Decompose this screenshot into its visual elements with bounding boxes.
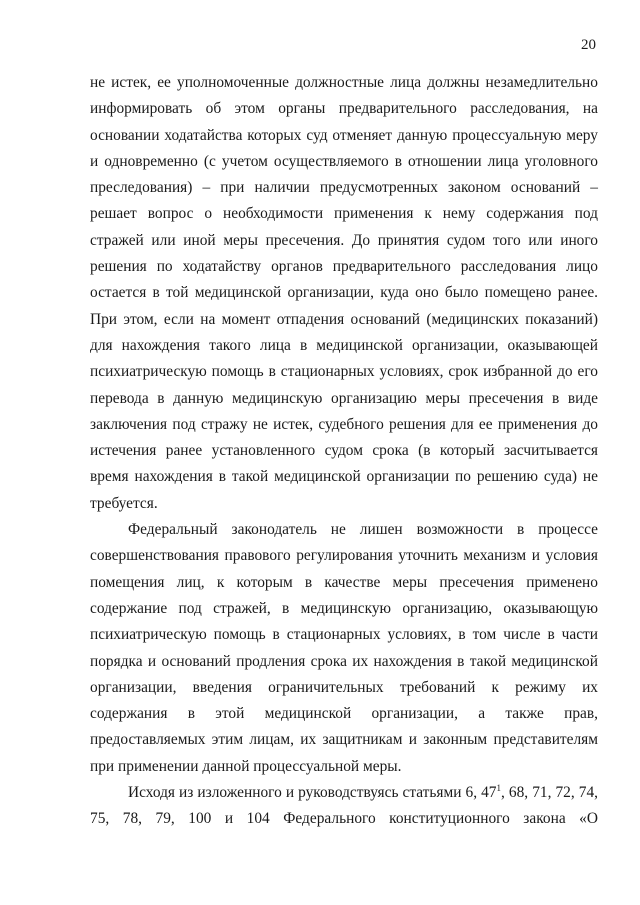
page-number: 20 [581,37,596,53]
resolution-text-end: , 68, 71, 72, 74, 75, 78, 79, 100 и 104 Федерального конституционного закона «О [90,784,598,828]
paragraph-resolution-start [90,780,598,833]
paragraph-legislator: Федеральный законодатель не лишен возможности в процессе совершенствования правового регулирования уточнить механизм и условия помещения лиц, к которым в качестве меры пресечения применено содержание под стражей, в медицинскую организацию, оказывающую психиатрическую помощь в стационарных условиях, в том числе в части порядка и оснований продления срока их нахождения в такой медицинской организации, введения ограничительных требований к режиму их содержания в этой медицинской организации, а также прав, предоставляемых этим лицам, их защитникам и законным представителям при применении данной процессуальной меры. [90,521,598,775]
article-superscript: 1 [496,782,502,793]
document-body [90,70,598,833]
paragraph-continuation: не истек, ее уполномоченные должностные лица должны незамедлительно информировать об этом органы предварительного расследования, на основании ходатайства которых суд отменяет данную процессуальную меру и одновременно (с учетом осуществляемого в отношении лица уголовного преследования) – при наличии предусмотренных законом оснований – решает вопрос о необходимости применения к нему содержания под стражей или иной меры пресечения. До принятия судом того или иного решения по ходатайству органов предварительного расследования лицо остается в той медицинской организации, куда оно было помещено ранее. При этом, если на момент отпадения оснований (медицинских показаний) для нахождения такого лица в медицинской организации, оказывающей психиатрическую помощь в стационарных условиях, срок избранной до его перевода в данную медицинскую организацию меры пресечения в виде заключения под стражу не истек, судебного решения для ее применения до истечения ранее установленного судом срока (в который засчитывается время нахождения в такой медицинской организации по решению суда) не требуется. [90,74,598,512]
resolution-text-start: Исходя из изложенного и руководствуясь статьями 6, 47 [128,784,497,802]
